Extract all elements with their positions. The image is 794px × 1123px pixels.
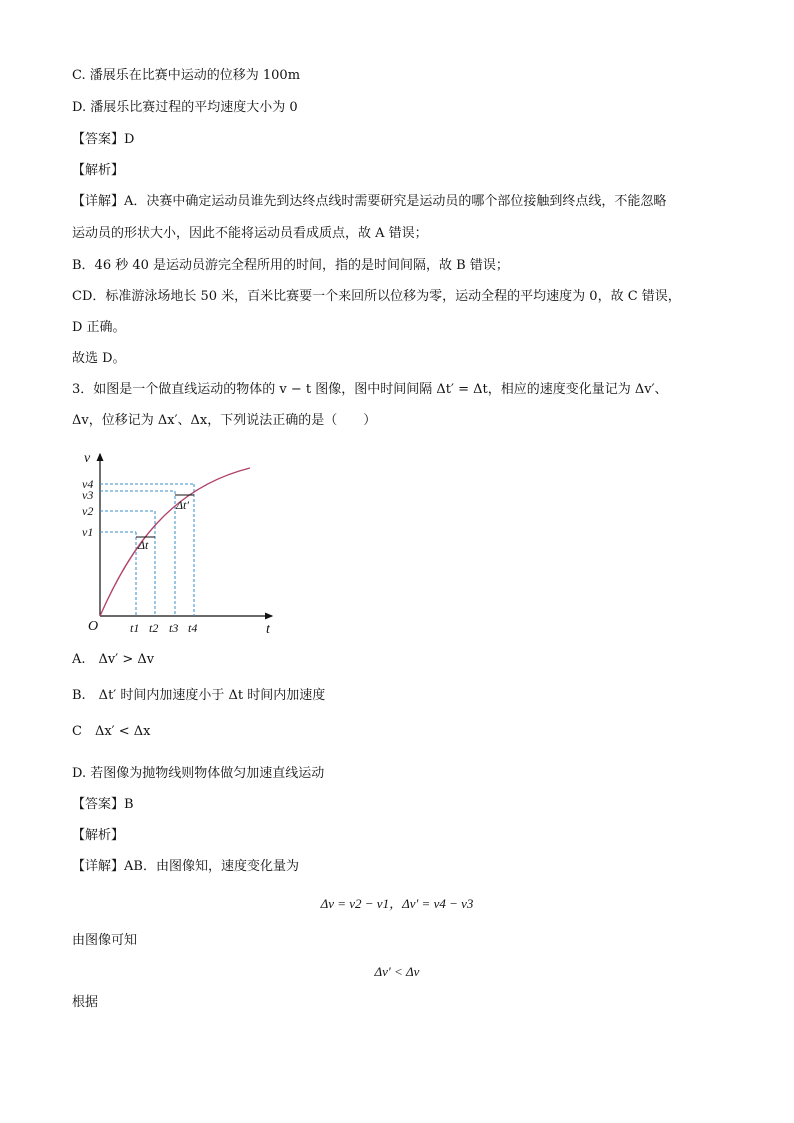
analysis-1: 【解析】 bbox=[72, 163, 125, 178]
axis-v-label: v bbox=[84, 451, 91, 466]
detail-1-line-2: 运动员的形状大小，因此不能将运动员看成质点，故 A 错误； bbox=[72, 226, 428, 241]
dt-prime-label: Δt′ bbox=[176, 498, 190, 512]
option-b: B. Δt′ 时间内加速度小于 Δt 时间内加速度 bbox=[72, 688, 326, 703]
question-3-line-2: Δv，位移记为 Δx′、Δx，下列说法正确的是（ ） bbox=[72, 413, 377, 428]
option-c: C Δx′ < Δx bbox=[72, 724, 151, 739]
detail-2-line-3: 根据 bbox=[72, 995, 99, 1010]
detail-1-line-1: 【详解】A．决赛中确定运动员谁先到达终点线时需要研究是运动员的哪个部位接触到终点线，不能忽略 bbox=[72, 194, 667, 209]
t3-label: t3 bbox=[169, 621, 179, 635]
equation-2: Δv′ < Δv bbox=[374, 964, 420, 979]
detail-1-line-4: CD．标准游泳场地长 50 米，百米比赛要一个来回所以位移为零，运动全程的平均速度为 0，故 C 错误， bbox=[72, 289, 681, 304]
detail-1-line-3: B．46 秒 40 是运动员游完全程所用的时间，指的是时间间隔，故 B 错误； bbox=[72, 258, 509, 273]
equation-1: Δv = v2 − v1，Δv′ = v4 − v3 bbox=[320, 896, 474, 911]
question-3-line-1: 3．如图是一个做直线运动的物体的 v − t 图像，图中时间间隔 Δt′ = Δt，相应的速度变化量记为 Δv′、 bbox=[72, 382, 668, 397]
detail-1-line-5: D 正确。 bbox=[72, 320, 126, 335]
option-d: D. 若图像为抛物线则物体做匀加速直线运动 bbox=[72, 766, 325, 781]
analysis-2: 【解析】 bbox=[72, 828, 125, 843]
v4-label: v4 bbox=[82, 477, 94, 491]
detail-2-line-1: 【详解】AB．由图像知，速度变化量为 bbox=[72, 859, 299, 874]
option-d-prev: D. 潘展乐比赛过程的平均速度大小为 0 bbox=[72, 100, 298, 115]
answer-1: 【答案】D bbox=[72, 132, 135, 147]
v-t-graph bbox=[80, 448, 290, 644]
dt-label: Δt bbox=[138, 538, 149, 552]
t2-label: t2 bbox=[149, 621, 159, 635]
v2-label: v2 bbox=[82, 504, 94, 518]
origin-label: O bbox=[88, 619, 99, 634]
answer-2: 【答案】B bbox=[72, 797, 134, 812]
detail-1-line-6: 故选 D。 bbox=[72, 351, 126, 366]
option-a: A. Δv′ > Δv bbox=[72, 652, 155, 667]
option-c-prev: C. 潘展乐在比赛中运动的位移为 100m bbox=[72, 68, 301, 83]
detail-2-line-2: 由图像可知 bbox=[72, 933, 138, 948]
t1-label: t1 bbox=[130, 621, 140, 635]
t4-label: t4 bbox=[188, 621, 198, 635]
v1-label: v1 bbox=[82, 525, 94, 539]
v3-label: v3 bbox=[82, 488, 94, 502]
axis-t-label: t bbox=[266, 622, 270, 637]
